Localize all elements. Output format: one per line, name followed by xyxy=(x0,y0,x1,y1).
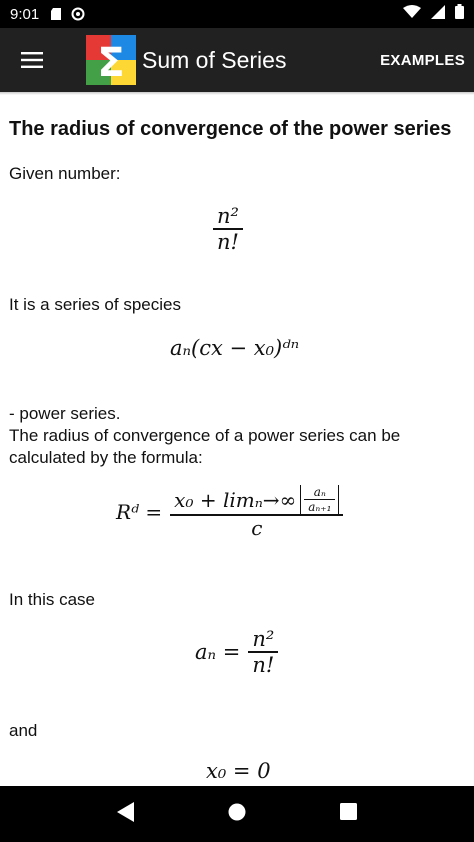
sync-icon xyxy=(71,7,85,21)
home-icon[interactable] xyxy=(228,803,246,826)
given-label: Given number: xyxy=(9,164,121,183)
formula-radius-inner-num: aₙ xyxy=(313,485,326,499)
app-bar xyxy=(0,28,474,92)
recents-icon[interactable] xyxy=(340,803,357,825)
formula-intro: The radius of convergence of a power series can be calculated by the formula: xyxy=(9,426,401,467)
formula-radius-num: x₀ + limₙ→∞ xyxy=(174,487,297,512)
signal-icon xyxy=(431,5,445,24)
app-logo-sigma xyxy=(86,35,136,85)
formula-an xyxy=(195,627,278,677)
formula-given-num: n² xyxy=(217,204,239,228)
page-heading: The radius of convergence of the power series xyxy=(9,118,452,140)
formula-species: aₙ(cx − x₀)ᵈⁿ xyxy=(170,336,300,360)
formula-radius xyxy=(116,485,343,540)
power-series-label: - power series. xyxy=(9,404,121,423)
formula-given-den: n! xyxy=(217,229,239,254)
examples-button[interactable]: EXAMPLES xyxy=(380,51,465,69)
formula-radius-lhs: Rᵈ = xyxy=(116,500,163,525)
battery-icon xyxy=(455,4,464,24)
content-area[interactable] xyxy=(0,92,474,786)
and-label: and xyxy=(9,721,38,740)
status-bar xyxy=(0,0,474,28)
formula-radius-inner-den: aₙ₊₁ xyxy=(308,500,332,514)
menu-button[interactable] xyxy=(0,28,64,92)
formula-an-num: n² xyxy=(252,627,275,651)
series-type-label: It is a series of species xyxy=(9,295,181,314)
formula-an-den: n! xyxy=(252,652,275,677)
formula-an-lhs: aₙ = xyxy=(195,639,241,664)
navigation-bar xyxy=(0,786,474,842)
formula-x0: x₀ = 0 xyxy=(206,759,271,783)
back-icon[interactable] xyxy=(117,802,135,827)
app-title: Sum of Series xyxy=(142,46,287,73)
wifi-icon xyxy=(403,5,421,24)
formula-radius-den: c xyxy=(251,515,263,540)
formula-given xyxy=(213,204,243,254)
sd-card-icon xyxy=(49,7,63,21)
app-bar-shadow xyxy=(0,92,474,95)
status-time: 9:01 xyxy=(10,5,40,23)
svg-text:Σ: Σ xyxy=(97,40,125,85)
in-this-case-label: In this case xyxy=(9,590,95,609)
menu-icon xyxy=(21,52,43,68)
